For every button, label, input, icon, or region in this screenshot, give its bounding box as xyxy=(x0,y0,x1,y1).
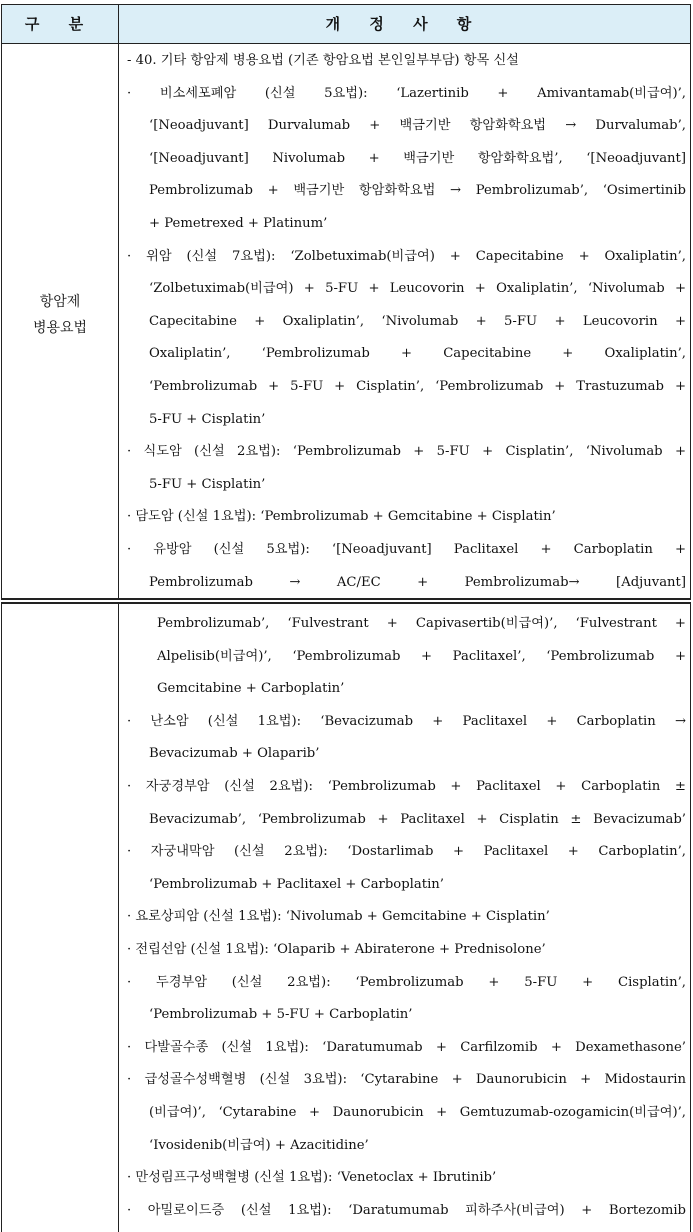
list-item-ovarian: · 난소암 (신설 1요법): ‘Bevacizumab + Paclitaxel + Carboplatin → xyxy=(127,713,686,729)
list-item-gastric: · 위암 (신설 7요법): ‘Zolbetuximab(비급여) + Capecitabine + Oxaliplatin’, xyxy=(127,248,686,264)
table-header xyxy=(2,5,690,44)
list-item-cervical: · 자궁경부암 (신설 2요법): ‘Pembrolizumab + Paclitaxel + Carboplatin ± xyxy=(127,778,686,794)
list-item-endometrial: · 자궁내막암 (신설 2요법): ‘Dostarlimab + Paclitaxel + Carboplatin’, xyxy=(127,844,686,860)
amendment-table-bottom xyxy=(1,602,691,1232)
list-line: + Pemetrexed + Platinum’ xyxy=(149,215,328,231)
list-line: 5-FU + Cisplatin’ xyxy=(149,411,266,427)
list-item-prostate: · 전립선암 (신설 1요법): ‘Olaparib + Abiraterone + Prednisolone’ xyxy=(127,941,546,957)
list-item-urothelial: · 요로상피암 (신설 1요법): ‘Nivolumab + Gemcitabine + Cisplatin’ xyxy=(127,909,550,925)
list-item-breast: · 유방암 (신설 5요법): ‘[Neoadjuvant] Paclitaxel + Carboplatin + xyxy=(127,541,686,557)
header-category: 구 분 xyxy=(24,15,96,33)
amendment-content-top xyxy=(119,45,690,599)
list-item-head-neck: · 두경부암 (신설 2요법): ‘Pembrolizumab + 5-FU + Cisplatin’, xyxy=(127,974,686,990)
category-line-1: 항암제 xyxy=(39,294,81,310)
list-item-nsclc: · 비소세포폐암 (신설 5요법): ‘Lazertinib + Amivantamab(비급여)’, xyxy=(127,85,686,101)
list-line: ‘Pembrolizumab + 5-FU + Carboplatin’ xyxy=(149,1007,413,1023)
list-item-aml: · 급성골수성백혈병 (신설 3요법): ‘Cytarabine + Daunorubicin + Midostaurin xyxy=(127,1072,686,1088)
list-item-cll: · 만성림프구성백혈병 (신설 1요법): ‘Venetoclax + Ibrutinib’ xyxy=(127,1170,497,1186)
header-amendments: 개 정 사 항 xyxy=(325,15,484,33)
section-heading: - 40. 기타 항암제 병용요법 (기존 항암요법 본인일부부담) 항목 신설 xyxy=(127,53,519,68)
list-line: Pembrolizumab’, ‘Fulvestrant + Capivasertib(비급여)’, ‘Fulvestrant + xyxy=(157,616,686,631)
amendment-content-bottom xyxy=(119,608,690,1227)
list-line: Pembrolizumab → AC/EC + Pembrolizumab→ [Adjuvant] xyxy=(149,574,686,590)
list-line: ‘[Neoadjuvant] Durvalumab + 백금기반 항암화학요법 → Durvalumab’, xyxy=(149,118,686,134)
list-line: Bevacizumab’, ‘Pembrolizumab + Paclitaxel + Cisplatin ± Bevacizumab’ xyxy=(149,811,686,827)
list-line: Oxaliplatin’, ‘Pembrolizumab + Capecitabine + Oxaliplatin’, xyxy=(149,346,686,362)
category-cell xyxy=(2,289,118,341)
list-item-biliary: · 담도암 (신설 1요법): ‘Pembrolizumab + Gemcitabine + Cisplatin’ xyxy=(127,509,556,525)
list-item-myeloma: · 다발골수종 (신설 1요법): ‘Daratumumab + Carfilzomib + Dexamethasone’ xyxy=(127,1039,686,1055)
list-line: ‘Ivosidenib(비급여) + Azacitidine’ xyxy=(149,1137,369,1153)
amendment-table-top xyxy=(1,4,691,600)
category-line-2: 병용요법 xyxy=(32,320,88,336)
list-line: Bevacizumab + Olaparib’ xyxy=(149,746,320,762)
list-line: 5-FU + Cisplatin’ xyxy=(149,476,266,492)
list-line: (비급여)’, ‘Cytarabine + Daunorubicin + Gemtuzumab-ozogamicin(비급여)’, xyxy=(149,1104,686,1120)
list-line: ‘Zolbetuximab(비급여) + 5-FU + Leucovorin + Oxaliplatin’, ‘Nivolumab + xyxy=(149,281,686,297)
list-line: Gemcitabine + Carboplatin’ xyxy=(157,681,345,697)
list-line: ‘Pembrolizumab + Paclitaxel + Carboplatin’ xyxy=(149,876,444,892)
list-line: Pembrolizumab + 백금기반 항암화학요법 → Pembrolizumab’, ‘Osimertinib xyxy=(149,183,686,199)
list-item-esophageal: · 식도암 (신설 2요법): ‘Pembrolizumab + 5-FU + Cisplatin’, ‘Nivolumab + xyxy=(127,444,686,460)
list-item-amyloidosis: · 아밀로이드증 (신설 1요법): ‘Daratumumab 피하주사(비급여) + Bortezomib xyxy=(127,1202,686,1218)
list-line: Alpelisib(비급여)’, ‘Pembrolizumab + Paclitaxel’, ‘Pembrolizumab + xyxy=(157,648,686,664)
list-line: ‘[Neoadjuvant] Nivolumab + 백금기반 항암화학요법’, ‘[Neoadjuvant] xyxy=(149,150,686,166)
list-line: ‘Pembrolizumab + 5-FU + Cisplatin’, ‘Pembrolizumab + Trastuzumab + xyxy=(149,378,686,394)
list-line: Capecitabine + Oxaliplatin’, ‘Nivolumab + 5-FU + Leucovorin + xyxy=(149,313,686,329)
